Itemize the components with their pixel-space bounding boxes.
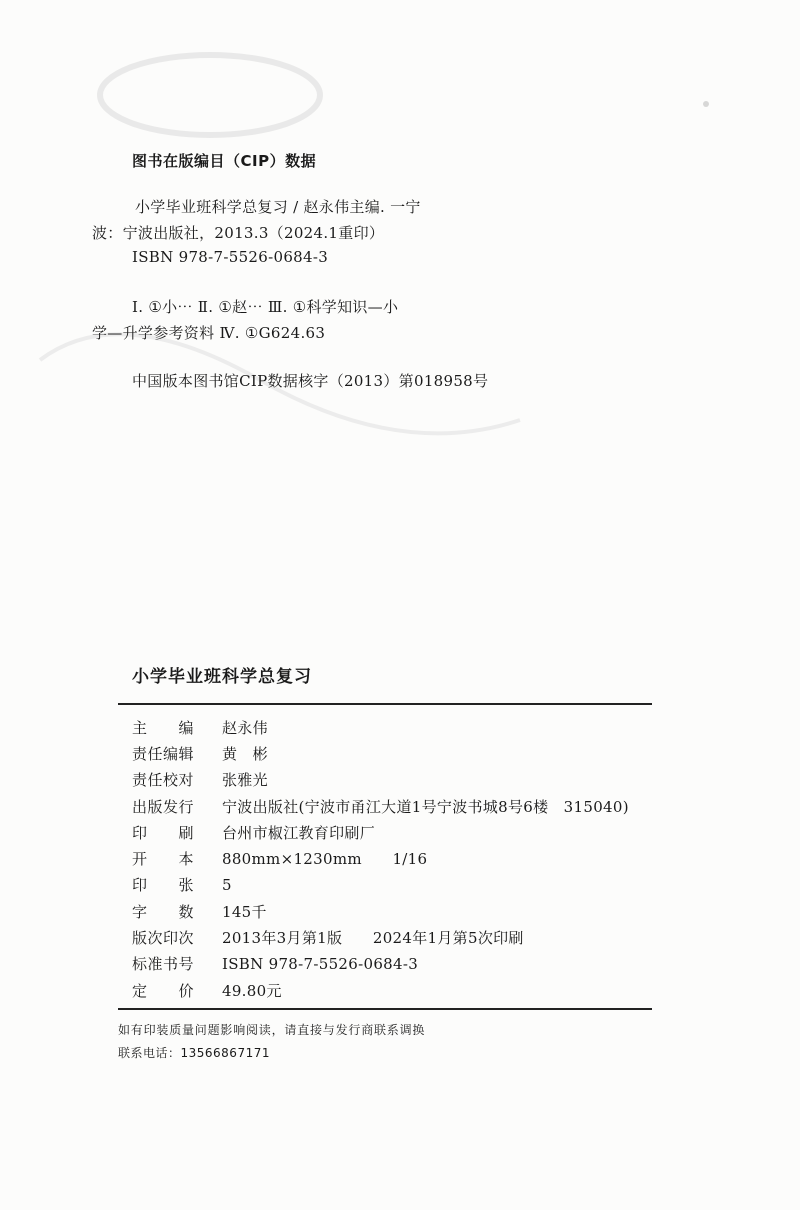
cip-line-record-number: 中国版本图书馆CIP数据核字（2013）第018958号	[132, 372, 489, 390]
cip-line-isbn: ISBN 978-7-5526-0684-3	[132, 248, 329, 266]
info-label: 字 数	[132, 902, 195, 921]
cip-heading: 图书在版编目（CIP）数据	[132, 152, 317, 170]
info-value: 2013年3月第1版 2024年1月第5次印刷	[222, 929, 524, 948]
info-row-format	[132, 845, 652, 871]
info-value: 台州市椒江教育印刷厂	[222, 823, 376, 842]
info-row-printer	[132, 819, 652, 845]
info-value: 赵永伟	[222, 718, 268, 737]
info-row-price	[132, 977, 652, 1003]
info-label: 标准书号	[132, 955, 195, 974]
info-row-sheets	[132, 872, 652, 898]
info-row-publisher	[132, 793, 652, 819]
info-row-word-count	[132, 898, 652, 924]
info-label: 出版发行	[132, 797, 195, 816]
divider-top	[118, 703, 652, 705]
contact-phone: 联系电话：13566867171	[118, 1046, 270, 1060]
info-row-isbn	[132, 951, 652, 977]
publication-info-table	[132, 714, 652, 1003]
info-row-edition	[132, 924, 652, 950]
info-label: 主 编	[132, 718, 195, 737]
info-row-responsible-editor	[132, 740, 652, 766]
quality-notice: 如有印装质量问题影响阅读，请直接与发行商联系调换	[118, 1023, 426, 1037]
info-label: 责任编辑	[132, 744, 195, 763]
info-value: 5	[222, 875, 232, 894]
info-row-proofreader	[132, 767, 652, 793]
cip-line-classification: Ⅰ. ①小⋯ Ⅱ. ①赵⋯ Ⅲ. ①科学知识—小	[132, 298, 399, 316]
cip-line-classification-cont: 学—升学参考资料 Ⅳ. ①G624.63	[92, 324, 326, 342]
info-value: 张雅光	[222, 771, 268, 790]
info-label: 责任校对	[132, 771, 195, 790]
info-label: 开 本	[132, 850, 195, 869]
info-value: 880mm×1230mm 1/16	[222, 850, 428, 869]
cip-line-publisher: 波：宁波出版社，2013.3（2024.1重印）	[92, 224, 385, 242]
info-value: 宁波出版社(宁波市甬江大道1号宁波书城8号6楼 315040)	[222, 797, 629, 816]
cip-line-title: 小学毕业班科学总复习 / 赵永伟主编. 一宁	[135, 198, 421, 216]
info-label: 印 张	[132, 876, 195, 895]
info-label: 定 价	[132, 981, 195, 1000]
divider-bottom	[118, 1008, 652, 1010]
info-value: 145千	[222, 902, 267, 921]
info-label: 版次印次	[132, 929, 195, 948]
info-label: 印 刷	[132, 823, 195, 842]
info-value: 黄 彬	[222, 744, 268, 763]
book-title: 小学毕业班科学总复习	[132, 667, 312, 687]
info-value: ISBN 978-7-5526-0684-3	[222, 954, 419, 973]
info-value: 49.80元	[222, 981, 282, 1000]
info-row-editor	[132, 714, 652, 740]
